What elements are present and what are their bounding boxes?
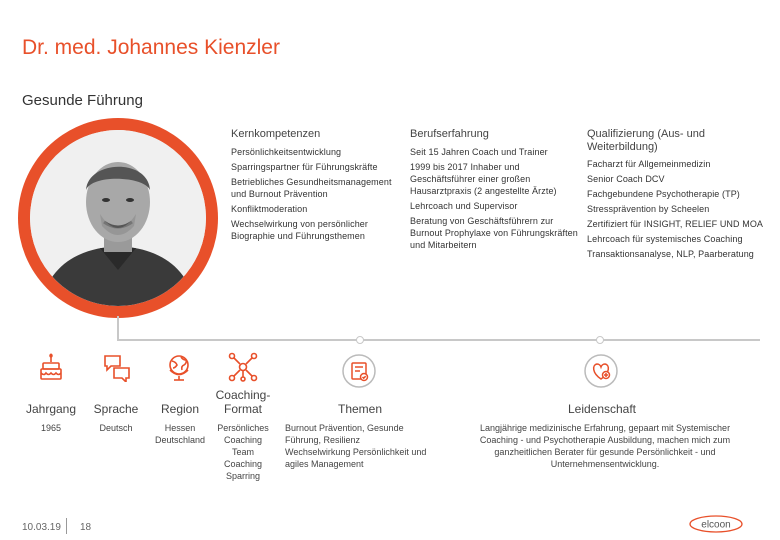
- network-icon: [228, 352, 258, 382]
- list-item: Betriebliches Gesundheitsmanagement und Burnout Prävention: [231, 177, 392, 199]
- column-heading: Qualifizierung (Aus- und Weiterbildung): [587, 128, 706, 153]
- label-coaching-format: Coaching-Format: [215, 388, 271, 416]
- column-berufserfahrung: [410, 128, 582, 254]
- list-item: Zertifiziert für INSIGHT, RELIEF UND MOA: [587, 219, 764, 229]
- globe-icon: [165, 352, 195, 382]
- page-subtitle: Gesunde Führung: [22, 92, 143, 109]
- label-leidenschaft: Leidenschaft: [567, 402, 637, 416]
- column-qualifizierung: [587, 128, 765, 263]
- birthday-cake-icon: [36, 352, 66, 382]
- elcoon-logo: [688, 514, 744, 534]
- list-item: Wechselwirkung von persönlicher Biographie und Führungsthemen: [231, 219, 368, 241]
- heart-plus-icon: [584, 354, 618, 388]
- list-item: Stressprävention by Scheelen: [587, 204, 710, 214]
- label-jahrgang: Jahrgang: [25, 402, 77, 416]
- list-item: Fachgebundene Psychotherapie (TP): [587, 189, 740, 199]
- list-item: 1999 bis 2017 Inhaber und Geschäftsführer einer großen Hausarztpraxis (2 angestellte Ärzte): [410, 162, 557, 196]
- page-title: Dr. med. Johannes Kienzler: [22, 36, 280, 59]
- list-item: Sparringspartner für Führungskräfte: [231, 162, 378, 172]
- connector-dot: [356, 336, 364, 344]
- column-heading: Berufserfahrung: [410, 128, 489, 140]
- list-item: Persönlichkeitsentwicklung: [231, 147, 342, 157]
- label-sprache: Sprache: [93, 402, 139, 416]
- column-kernkompetenzen: [231, 128, 406, 245]
- logo-text: elcoon: [701, 519, 731, 531]
- list-item: Lehrcoach für systemisches Coaching: [587, 234, 743, 244]
- column-heading: Kernkompetenzen: [231, 128, 321, 140]
- portrait-photo: [30, 130, 206, 306]
- label-themen: Themen: [337, 402, 383, 416]
- list-item: Beratung von Geschäftsführern zur Burnout Prophylaxe von Führungskräften und Mitarbeitern: [410, 216, 578, 250]
- value-jahrgang: 1965: [40, 423, 62, 433]
- value-region: Hessen Deutschland: [154, 423, 206, 445]
- footer-divider: [66, 518, 67, 534]
- value-coaching-format: Persönliches Coaching Team Coaching Sparring: [217, 423, 269, 481]
- portrait-ring: [18, 118, 218, 318]
- label-region: Region: [160, 402, 200, 416]
- value-sprache: Deutsch: [99, 423, 133, 433]
- connector-dot: [596, 336, 604, 344]
- connector-vertical: [117, 316, 119, 340]
- speech-bubbles-icon: [102, 352, 132, 382]
- value-leidenschaft: Langjährige medizinische Erfahrung, gepaart mit Systemischer Coaching - und Psychotherapie Ausbildung, machen mich zum ganzheitlichen Berater für gesunde Persönlichkeit - und Unternehmensentwicklung.: [479, 423, 731, 469]
- footer-date: 10.03.19: [22, 522, 61, 533]
- list-item: Lehrcoach und Supervisor: [410, 201, 518, 211]
- list-item: Facharzt für Allgemeinmedizin: [587, 159, 711, 169]
- page-number: 18: [80, 522, 92, 533]
- list-item: Senior Coach DCV: [587, 174, 665, 184]
- value-themen: Burnout Prävention, Gesunde Führung, Resilienz Wechselwirkung Persönlichkeit und agiles Management: [285, 423, 427, 469]
- list-item: Transaktionsanalyse, NLP, Paarberatung: [587, 249, 754, 259]
- connector-horizontal: [117, 339, 760, 341]
- document-check-icon: [342, 354, 376, 388]
- list-item: Seit 15 Jahren Coach und Trainer: [410, 147, 548, 157]
- list-item: Konfliktmoderation: [231, 204, 308, 214]
